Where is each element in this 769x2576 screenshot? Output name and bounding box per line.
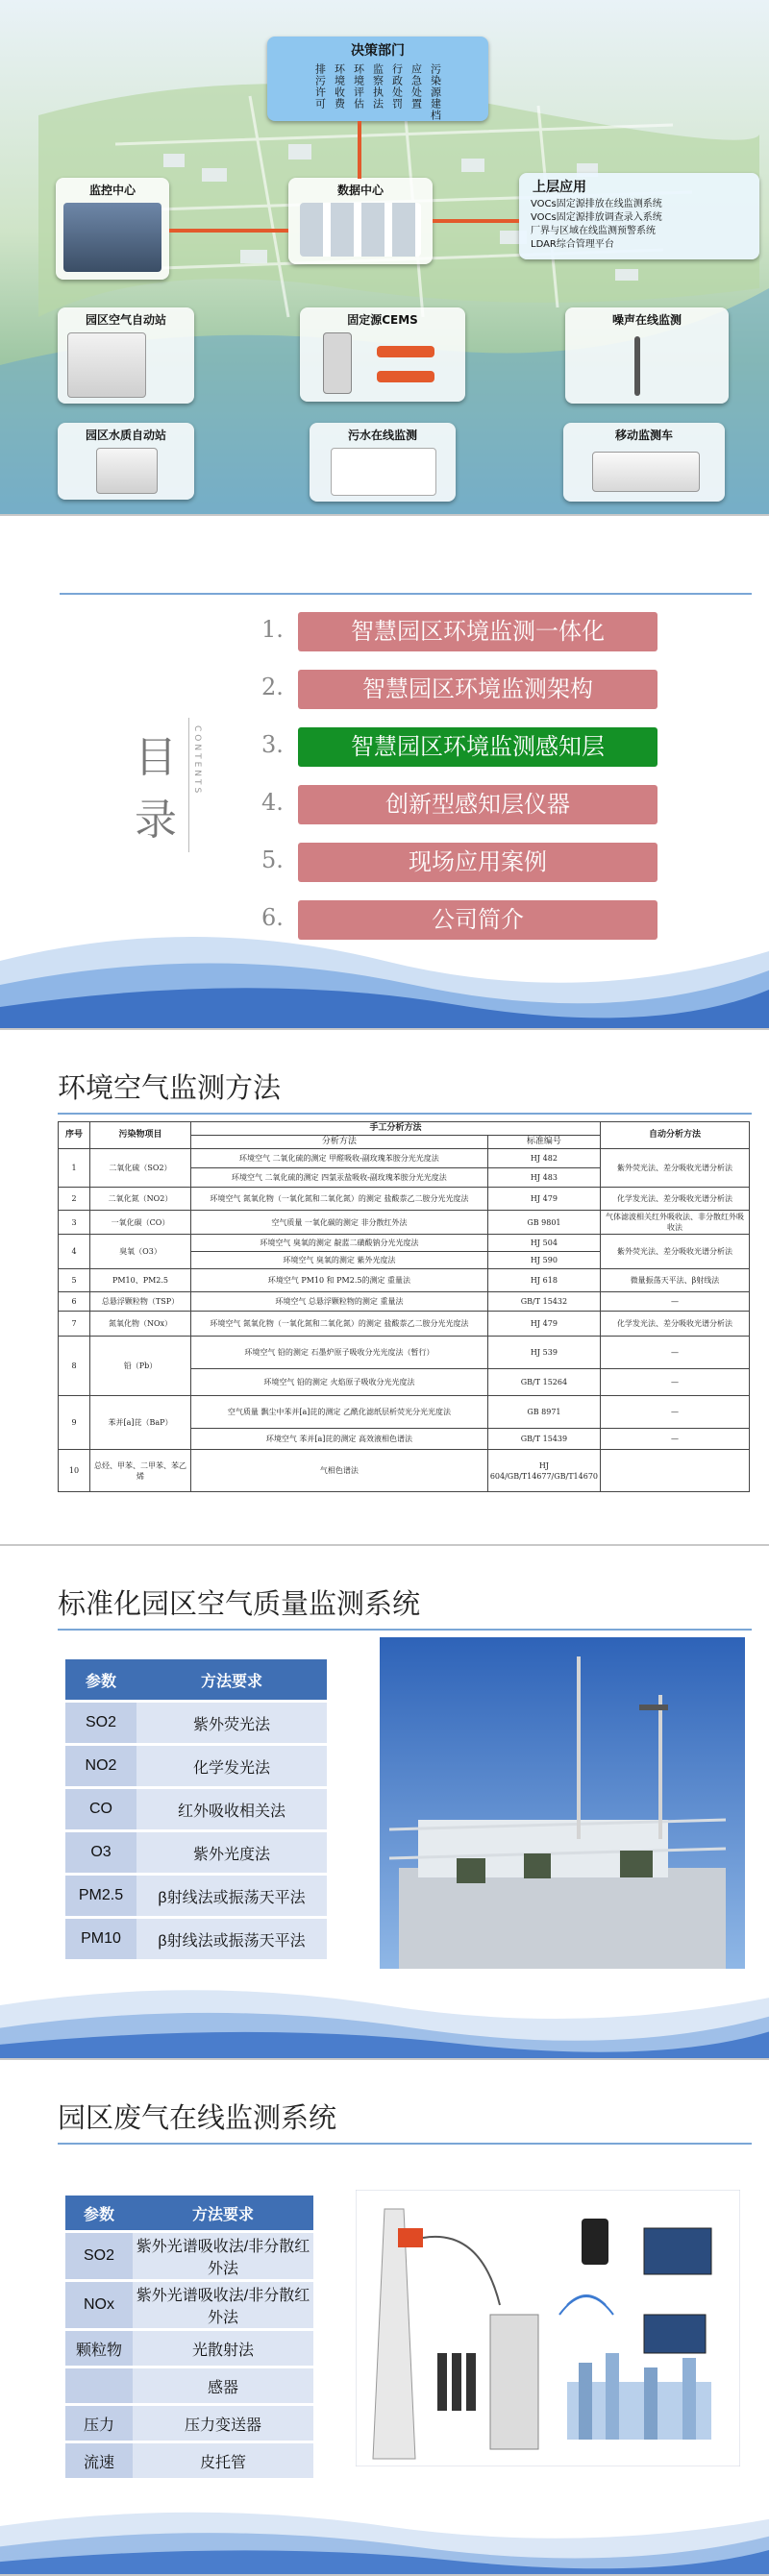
table-row xyxy=(65,2331,313,2366)
table-cell: 化学发光法、差分吸收光谱分析法 xyxy=(601,1312,750,1337)
table-cell: HJ 482 xyxy=(487,1149,600,1168)
slide4-title: 标准化园区空气质量监测系统 xyxy=(58,1587,421,1620)
air-station-box xyxy=(58,307,194,404)
decorative-wave xyxy=(0,894,769,1028)
table-cell: 气体滤波相关红外吸收法、非分散红外吸收法 xyxy=(601,1211,750,1235)
th-method: 分析方法 xyxy=(191,1136,488,1149)
param-cell: 压力 xyxy=(65,2406,133,2441)
upper-app-line-2: VOCs固定源排放调查录入系统 xyxy=(531,212,662,223)
contents-char-1: 目 xyxy=(135,733,177,782)
table-cell: 2 xyxy=(59,1188,90,1211)
table-row xyxy=(65,1789,327,1829)
table-cell: 环境空气 臭氧的测定 紫外光度法 xyxy=(191,1252,488,1269)
upper-app-line-1: VOCs固定源排放在线监测系统 xyxy=(531,199,662,209)
exhaust-system-diagram xyxy=(356,2190,740,2466)
air-station-rooftop-photo xyxy=(380,1637,745,1969)
table-row xyxy=(65,2282,313,2328)
param-cell: PM10 xyxy=(65,1919,136,1959)
th-method-req: 方法要求 xyxy=(133,2196,313,2230)
table-cell: GB/T 15264 xyxy=(487,1369,600,1396)
th-seq: 序号 xyxy=(59,1122,90,1149)
table-cell: GB/T 15432 xyxy=(487,1292,600,1312)
sewage-title: 污水在线监测 xyxy=(347,429,417,442)
water-station-photo xyxy=(96,448,158,494)
param-cell xyxy=(65,2368,133,2403)
method-cell: 紫外荧光法 xyxy=(136,1703,327,1743)
data-center-box xyxy=(288,178,433,264)
upper-application-box xyxy=(519,173,759,259)
method-cell: 紫外光谱吸收法/非分散红外法 xyxy=(133,2233,313,2279)
contents-word: CONTENTS xyxy=(192,725,202,797)
table-cell: HJ 483 xyxy=(487,1168,600,1188)
decision-col-6: 应急处置 xyxy=(409,63,423,110)
th-manual: 手工分析方法 xyxy=(191,1122,601,1136)
decorative-wave xyxy=(0,2478,769,2574)
table-cell: 环境空气 二氧化硫的测定 四氯汞盐吸收-副玫瑰苯胺分光光度法 xyxy=(191,1168,488,1188)
table-cell: 5 xyxy=(59,1269,90,1292)
table-cell: PM10、PM2.5 xyxy=(90,1269,191,1292)
slide4-title-rule xyxy=(58,1629,752,1631)
param-cell: NO2 xyxy=(65,1746,136,1786)
method-cell: β射线法或振荡天平法 xyxy=(136,1876,327,1916)
table-cell: 7 xyxy=(59,1312,90,1337)
decision-col-4: 监察执法 xyxy=(371,63,384,110)
table-row xyxy=(65,2368,313,2403)
upper-app-line-3: 厂界与区域在线监测预警系统 xyxy=(531,226,656,236)
table-cell: HJ 479 xyxy=(487,1312,600,1337)
param-cell: CO xyxy=(65,1789,136,1829)
th-method-req: 方法要求 xyxy=(136,1659,327,1700)
table-cell: 4 xyxy=(59,1235,90,1269)
table-cell: 紫外荧光法、差分吸收光谱分析法 xyxy=(601,1235,750,1269)
mobile-title: 移动监测车 xyxy=(614,429,673,442)
param-cell: PM2.5 xyxy=(65,1876,136,1916)
method-cell: β射线法或振荡天平法 xyxy=(136,1919,327,1959)
water-station-title: 园区水质自动站 xyxy=(85,429,166,442)
method-cell: 皮托管 xyxy=(133,2443,313,2478)
method-cell: 化学发光法 xyxy=(136,1746,327,1786)
monitor-center-title: 监控中心 xyxy=(88,184,136,197)
table-cell: 氮氧化物（NOx） xyxy=(90,1312,191,1337)
table-cell: 二氧化氮（NO2） xyxy=(90,1188,191,1211)
table-cell: 苯并[a]芘（BaP） xyxy=(90,1396,191,1450)
data-center-title: 数据中心 xyxy=(336,184,384,197)
slide-architecture xyxy=(0,0,769,516)
table-cell: 空气质量 一氧化碳的测定 非分散红外法 xyxy=(191,1211,488,1235)
table-cell: 空气质量 飘尘中苯并[a]芘的测定 乙酰化滤纸层析荧光分光光度法 xyxy=(191,1396,488,1429)
table-cell: 6 xyxy=(59,1292,90,1312)
table-cell: 1 xyxy=(59,1149,90,1188)
table-cell: — xyxy=(601,1292,750,1312)
table-cell: HJ 618 xyxy=(487,1269,600,1292)
th-param: 参数 xyxy=(65,1659,136,1700)
param-cell: SO2 xyxy=(65,2233,133,2279)
table-cell: HJ 479 xyxy=(487,1188,600,1211)
table-cell: 10 xyxy=(59,1450,90,1492)
server-rack-photo xyxy=(300,203,421,257)
table-cell: 紫外荧光法、差分吸收光谱分析法 xyxy=(601,1149,750,1188)
th-auto: 自动分析方法 xyxy=(601,1122,750,1149)
decision-col-1: 排污许可 xyxy=(313,63,327,110)
table-cell: 臭氧（O3） xyxy=(90,1235,191,1269)
param-cell: O3 xyxy=(65,1832,136,1873)
decision-department-box xyxy=(267,37,488,121)
decision-col-3: 环境评估 xyxy=(352,63,365,110)
arrow-data-to-upper xyxy=(433,219,519,223)
method-cell: 压力变送器 xyxy=(133,2406,313,2441)
method-cell: 紫外光度法 xyxy=(136,1832,327,1873)
table-cell: 环境空气 苯并[a]芘的测定 高效液相色谱法 xyxy=(191,1429,488,1450)
table-row xyxy=(65,1746,327,1786)
slide-air-quality-system xyxy=(0,1546,769,2060)
table-cell: 微量振荡天平法、β射线法 xyxy=(601,1269,750,1292)
contents-divider xyxy=(188,718,189,852)
arrow-monitor-to-data xyxy=(169,229,288,233)
contents-top-rule xyxy=(60,593,752,595)
decision-col-7: 污染源建档 xyxy=(429,63,442,121)
cems-probe-2 xyxy=(377,371,434,382)
table-cell: — xyxy=(601,1429,750,1450)
toc-number-2: 2. xyxy=(261,674,284,700)
toc-number-1: 1. xyxy=(261,616,284,643)
mobile-vehicle-box xyxy=(563,423,725,502)
exhaust-param-table xyxy=(65,2193,313,2481)
noise-monitor-box xyxy=(565,307,729,404)
table-cell: 化学发光法、差分吸收光谱分析法 xyxy=(601,1188,750,1211)
upper-app-title: 上层应用 xyxy=(533,180,586,195)
cems-cabinet-photo xyxy=(323,332,352,394)
decision-col-5: 行政处罚 xyxy=(390,63,404,110)
table-cell: 气相色谱法 xyxy=(191,1450,488,1492)
cems-title: 固定源CEMS xyxy=(347,313,418,327)
slide5-title-rule xyxy=(58,2143,752,2145)
toc-item-2[interactable]: 智慧园区环境监测架构 xyxy=(298,670,657,709)
toc-number-5: 5. xyxy=(261,846,284,873)
table-cell: 环境空气 铅的测定 火焰原子吸收分光光度法 xyxy=(191,1369,488,1396)
toc-number-4: 4. xyxy=(261,789,284,816)
table-cell: 3 xyxy=(59,1211,90,1235)
table-cell: 环境空气 铅的测定 石墨炉原子吸收分光光度法（暂行） xyxy=(191,1337,488,1369)
slide-air-methods xyxy=(0,1030,769,1546)
table-cell: 环境空气 氮氧化物（一氧化氮和二氧化氮）的测定 盐酸萘乙二胺分光光度法 xyxy=(191,1312,488,1337)
slide3-title-rule xyxy=(58,1113,752,1115)
table-cell: 9 xyxy=(59,1396,90,1450)
table-cell xyxy=(601,1450,750,1492)
toc-item-3-active[interactable]: 智慧园区环境监测感知层 xyxy=(298,727,657,767)
toc-item-5[interactable]: 现场应用案例 xyxy=(298,843,657,882)
table-cell: HJ 504 xyxy=(487,1235,600,1252)
monitoring-vehicle-photo xyxy=(592,452,700,492)
param-cell: NOx xyxy=(65,2282,133,2328)
param-cell: 颗粒物 xyxy=(65,2331,133,2366)
table-row xyxy=(65,1832,327,1873)
slide-contents xyxy=(0,516,769,1030)
decision-columns xyxy=(267,63,488,121)
air-methods-table xyxy=(58,1121,750,1492)
param-cell: 流速 xyxy=(65,2443,133,2478)
air-station-title: 园区空气自动站 xyxy=(85,313,166,327)
decision-title: 决策部门 xyxy=(351,43,405,59)
method-cell: 光散射法 xyxy=(133,2331,313,2366)
sewage-diagram-photo xyxy=(331,448,436,496)
table-cell: 铅（Pb） xyxy=(90,1337,191,1396)
table-cell: 总悬浮颗粒物（TSP） xyxy=(90,1292,191,1312)
slide3-title: 环境空气监测方法 xyxy=(58,1071,282,1104)
method-cell: 红外吸收相关法 xyxy=(136,1789,327,1829)
monitor-center-box xyxy=(56,178,169,280)
air-quality-param-table xyxy=(65,1656,327,1962)
cems-box xyxy=(300,307,465,402)
table-row xyxy=(65,2233,313,2279)
table-row xyxy=(65,2443,313,2478)
toc-item-6[interactable]: 公司简介 xyxy=(298,900,657,940)
noise-mast-photo xyxy=(634,336,640,396)
air-station-photo xyxy=(67,332,146,398)
water-station-box xyxy=(58,423,194,500)
th-standard: 标准编号 xyxy=(487,1136,600,1149)
table-cell: GB/T 15439 xyxy=(487,1429,600,1450)
toc-number-6: 6. xyxy=(261,904,284,931)
table-cell: 一氧化碳（CO） xyxy=(90,1211,191,1235)
table-cell: 环境空气 总悬浮颗粒物的测定 重量法 xyxy=(191,1292,488,1312)
table-cell: HJ 604/GB/T14677/GB/T14670 xyxy=(487,1450,600,1492)
method-cell: 紫外光谱吸收法/非分散红外法 xyxy=(133,2282,313,2328)
upper-app-line-4: LDAR综合管理平台 xyxy=(531,239,614,250)
arrow-data-to-decision xyxy=(358,121,361,179)
slide5-title: 园区废气在线监测系统 xyxy=(58,2101,337,2134)
table-cell: GB 9801 xyxy=(487,1211,600,1235)
table-cell: 总烃、甲苯、二甲苯、苯乙烯 xyxy=(90,1450,191,1492)
slide-exhaust-monitoring-system xyxy=(0,2060,769,2576)
decision-col-2: 环境收费 xyxy=(333,63,346,110)
noise-title: 噪声在线监测 xyxy=(611,313,682,327)
table-row xyxy=(65,2406,313,2441)
table-cell: 环境空气 氮氧化物（一氧化氮和二氧化氮）的测定 盐酸萘乙二胺分光光度法 xyxy=(191,1188,488,1211)
method-cell: 感器 xyxy=(133,2368,313,2403)
table-cell: HJ 539 xyxy=(487,1337,600,1369)
table-cell: 二氧化硫（SO2） xyxy=(90,1149,191,1188)
table-cell: GB 8971 xyxy=(487,1396,600,1429)
table-cell: 8 xyxy=(59,1337,90,1396)
param-cell: SO2 xyxy=(65,1703,136,1743)
sewage-monitor-box xyxy=(310,423,456,502)
table-row xyxy=(65,1703,327,1743)
monitor-center-photo xyxy=(63,203,161,272)
cems-probe-1 xyxy=(377,346,434,357)
toc-item-1[interactable]: 智慧园区环境监测一体化 xyxy=(298,612,657,651)
toc-item-4[interactable]: 创新型感知层仪器 xyxy=(298,785,657,824)
table-row xyxy=(65,1876,327,1916)
table-cell: 环境空气 二氧化硫的测定 甲醛吸收-副玫瑰苯胺分光光度法 xyxy=(191,1149,488,1168)
table-cell: 环境空气 臭氧的测定 靛蓝二磺酸钠分光光度法 xyxy=(191,1235,488,1252)
contents-char-2: 录 xyxy=(135,796,177,845)
table-cell: — xyxy=(601,1369,750,1396)
th-pollutant: 污染物项目 xyxy=(90,1122,191,1149)
table-cell: HJ 590 xyxy=(487,1252,600,1269)
table-cell: 环境空气 PM10 和 PM2.5的测定 重量法 xyxy=(191,1269,488,1292)
toc-number-3: 3. xyxy=(261,731,284,758)
th-param: 参数 xyxy=(65,2196,133,2230)
table-cell: — xyxy=(601,1396,750,1429)
decorative-wave xyxy=(0,1952,769,2058)
table-cell: — xyxy=(601,1337,750,1369)
